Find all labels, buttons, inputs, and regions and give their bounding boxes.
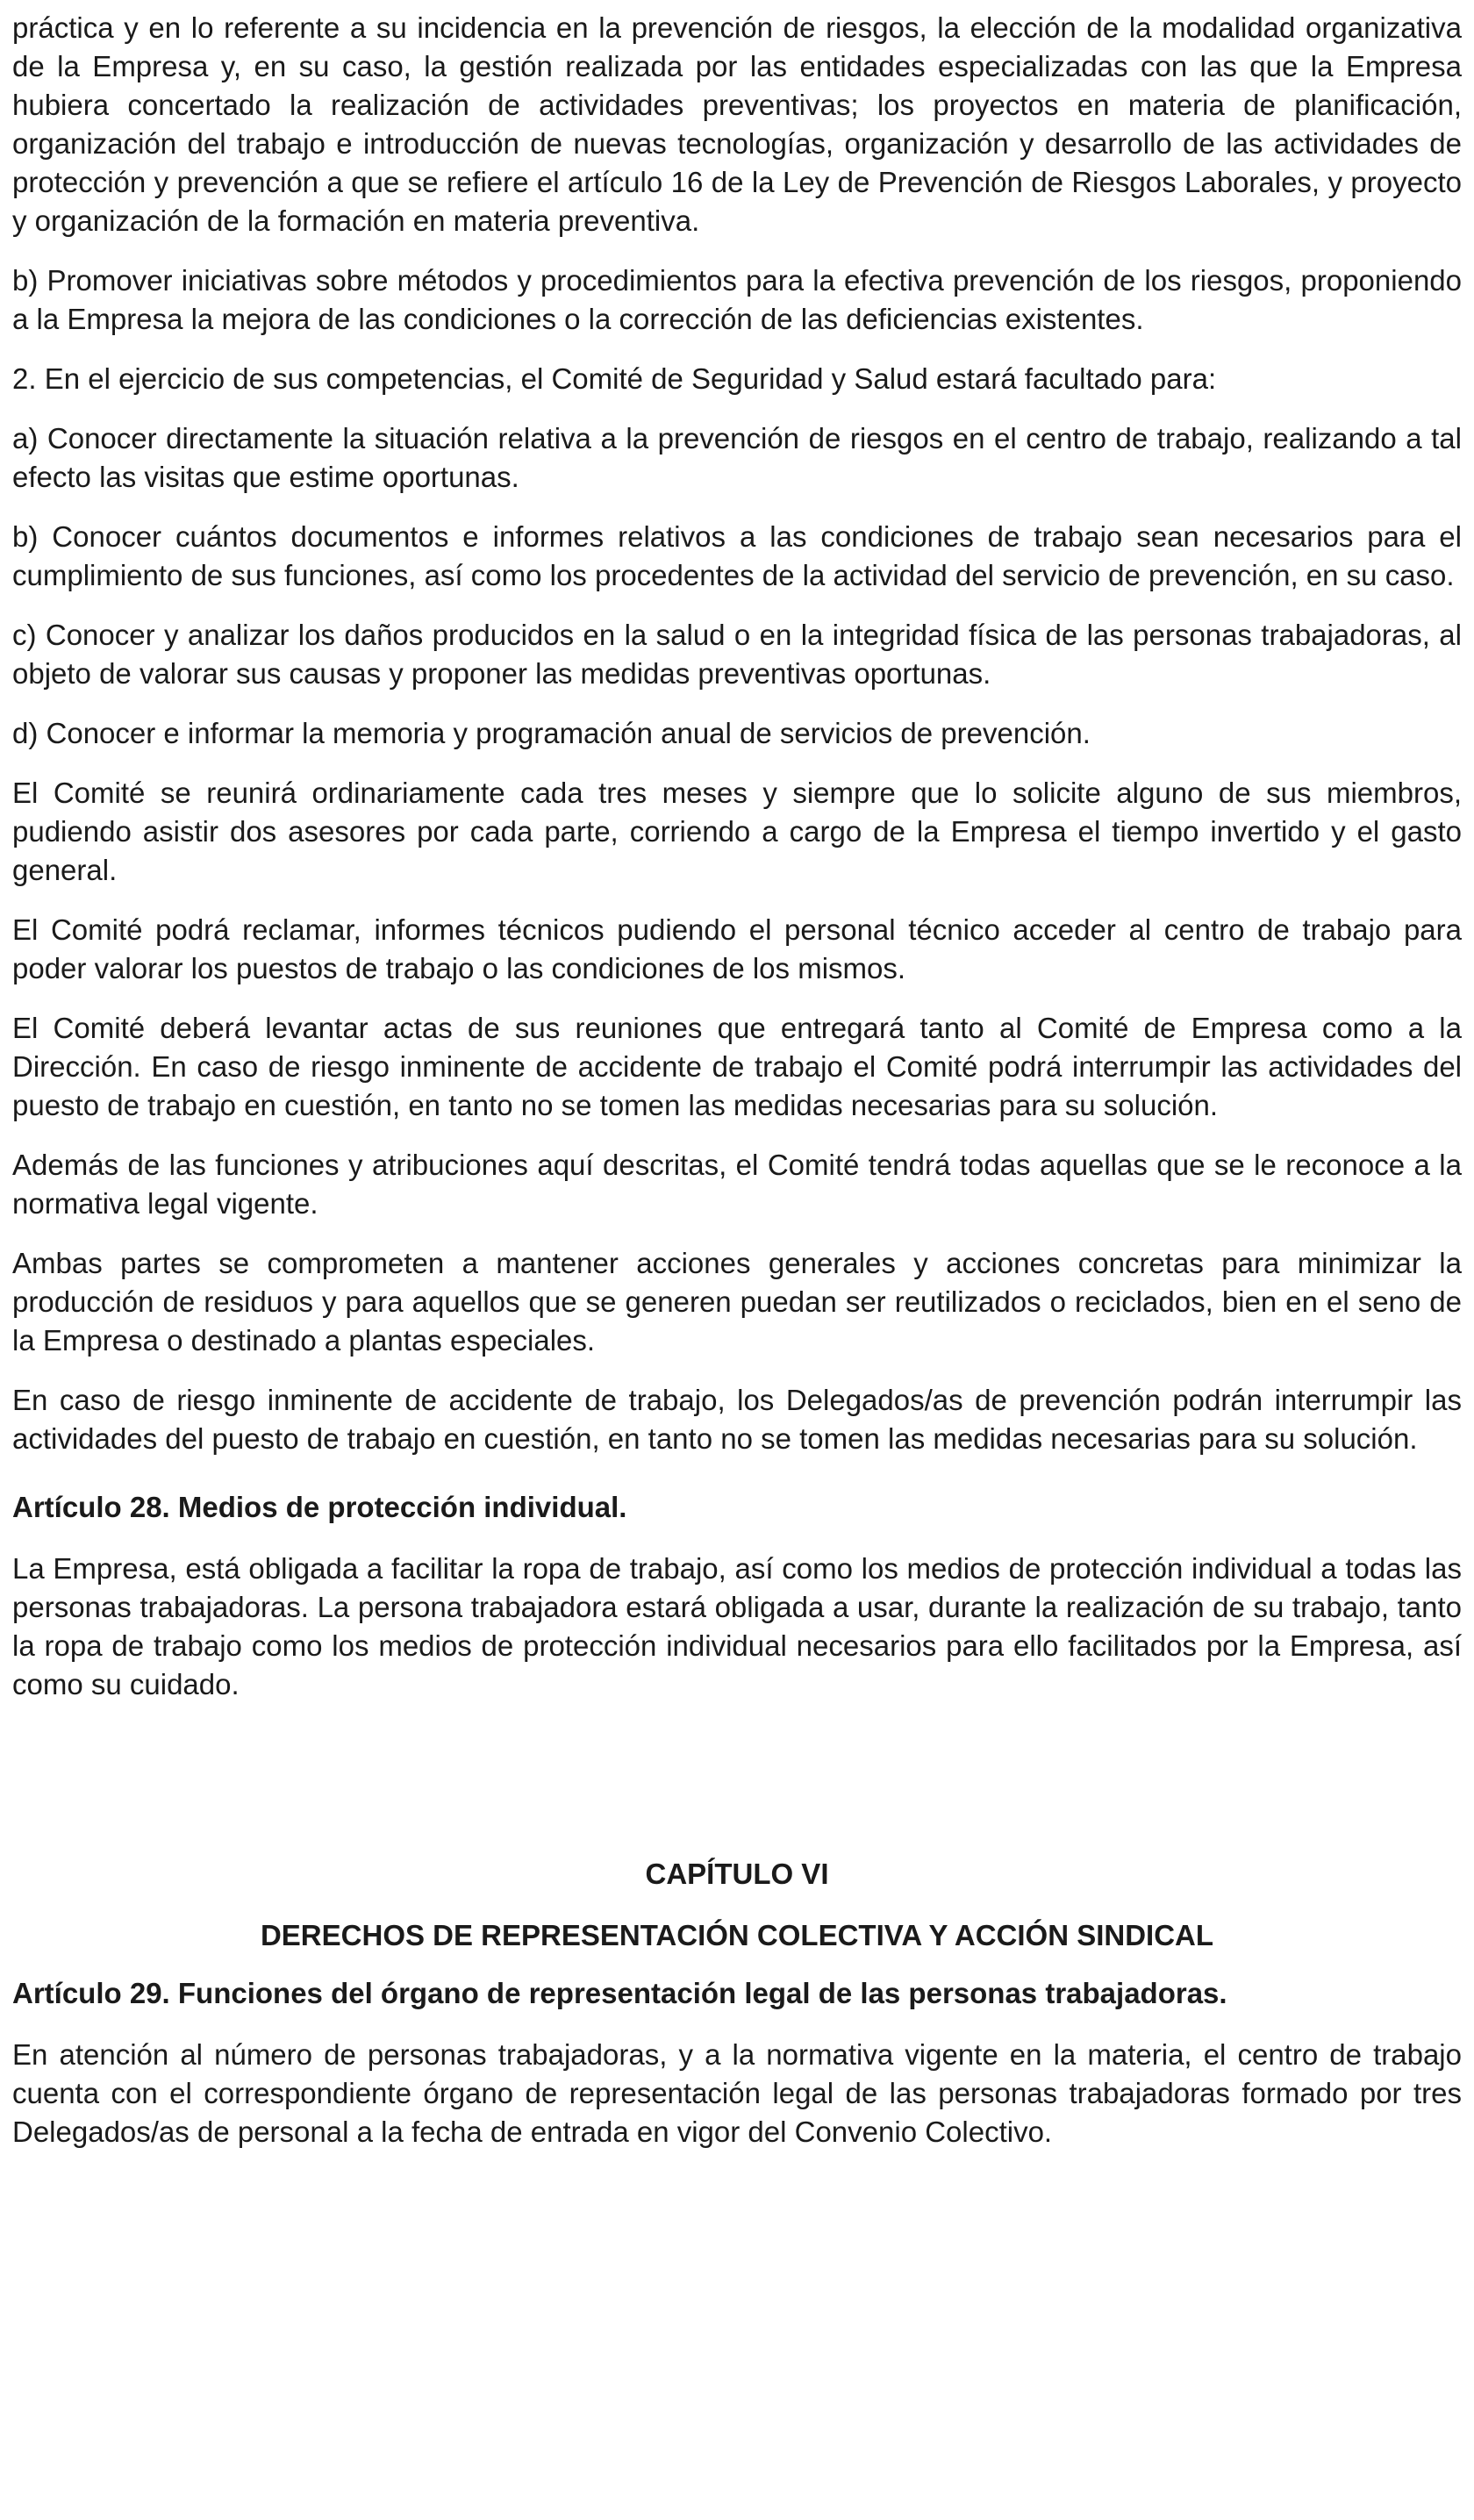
paragraph-residuos: Ambas partes se comprometen a mantener acciones generales y acciones concretas para minimizar la producción de residuos y para aquellos que se generen puedan ser reutilizados o reciclados, bien en el seno de la Empresa o destinado a plantas especiales. (12, 1247, 1462, 1357)
document-page (12, 0, 1462, 2151)
paragraph-2-ejercicio: 2. En el ejercicio de sus competencias, el Comité de Seguridad y Salud estará facultado para: (12, 362, 1217, 395)
paragraph-reunion: El Comité se reunirá ordinariamente cada tres meses y siempre que lo solicite alguno de sus miembros, pudiendo asistir dos asesores por cada parte, corriendo a cargo de la Empresa el tiempo invertido y el gasto general. (12, 777, 1462, 886)
paragraph-a-conocer: a) Conocer directamente la situación relativa a la prevención de riesgos en el centro de trabajo, realizando a tal efecto las visitas que estime oportunas. (12, 422, 1462, 493)
article-29-heading: Artículo 29. Funciones del órgano de representación legal de las personas trabajadoras. (12, 1977, 1227, 2009)
paragraph-reclamar: El Comité podrá reclamar, informes técnicos pudiendo el personal técnico acceder al centro de trabajo para poder valorar los puestos de trabajo o las condiciones de los mismos. (12, 913, 1462, 984)
article-29-body: En atención al número de personas trabajadoras, y a la normativa vigente en la materia, el centro de trabajo cuenta con el correspondiente órgano de representación legal de las personas trabajadoras formado por tres Delegados/as de personal a la fecha de entrada en vigor del Convenio Colectivo. (12, 2038, 1462, 2148)
paragraph-atribuciones: Además de las funciones y atribuciones aquí descritas, el Comité tendrá todas aquellas que se le reconoce a la normativa legal vigente. (12, 1149, 1462, 1220)
chapter-number: CAPÍTULO VI (645, 1858, 829, 1890)
paragraph-b-conocer: b) Conocer cuántos documentos e informes relativos a las condiciones de trabajo sean necesarios para el cumplimiento de sus funciones, así como los procedentes de la actividad del servicio de prevención, en su caso. (12, 520, 1462, 591)
article-28-body: La Empresa, está obligada a facilitar la ropa de trabajo, así como los medios de protección individual a todas las personas trabajadoras. La persona trabajadora estará obligada a usar, durante la realización de su trabajo, tanto la ropa de trabajo como los medios de protección individual necesarios para ello facilitados por la Empresa, así como su cuidado. (12, 1552, 1462, 1700)
paragraph-competencias-intro: práctica y en lo referente a su incidencia en la prevención de riesgos, la elección de la modalidad organizativa de la Empresa y, en su caso, la gestión realizada por las entidades especializadas con las que la Empresa hubiera concertado la realización de actividades preventivas; los proyectos en materia de planificación, organización del trabajo e introducción de nuevas tecnologías, organización y desarrollo de las actividades de protección y prevención a que se refiere el artículo 16 de la Ley de Prevención de Riesgos Laborales, y proyecto y organización de la formación en materia preventiva. (12, 11, 1462, 237)
paragraph-b-promover: b) Promover iniciativas sobre métodos y procedimientos para la efectiva prevención de los riesgos, proponiendo a la Empresa la mejora de las condiciones o la corrección de las deficiencias existentes. (12, 264, 1462, 335)
chapter-title: DERECHOS DE REPRESENTACIÓN COLECTIVA Y ACCIÓN SINDICAL (260, 1919, 1214, 1951)
article-28-heading: Artículo 28. Medios de protección individual. (12, 1491, 627, 1523)
paragraph-d-informar: d) Conocer e informar la memoria y programación anual de servicios de prevención. (12, 717, 1091, 749)
paragraph-actas: El Comité deberá levantar actas de sus reuniones que entregará tanto al Comité de Empresa como a la Dirección. En caso de riesgo inminente de accidente de trabajo el Comité podrá interrumpir las actividades del puesto de trabajo en cuestión, en tanto no se tomen las medidas necesarias para su solución. (12, 1012, 1462, 1121)
paragraph-c-analizar: c) Conocer y analizar los daños producidos en la salud o en la integridad física de las personas trabajadoras, al objeto de valorar sus causas y proponer las medidas preventivas oportunas. (12, 619, 1462, 690)
paragraph-riesgo-inminente: En caso de riesgo inminente de accidente de trabajo, los Delegados/as de prevención podrán interrumpir las actividades del puesto de trabajo en cuestión, en tanto no se tomen las medidas necesarias para su solución. (12, 1384, 1462, 1455)
